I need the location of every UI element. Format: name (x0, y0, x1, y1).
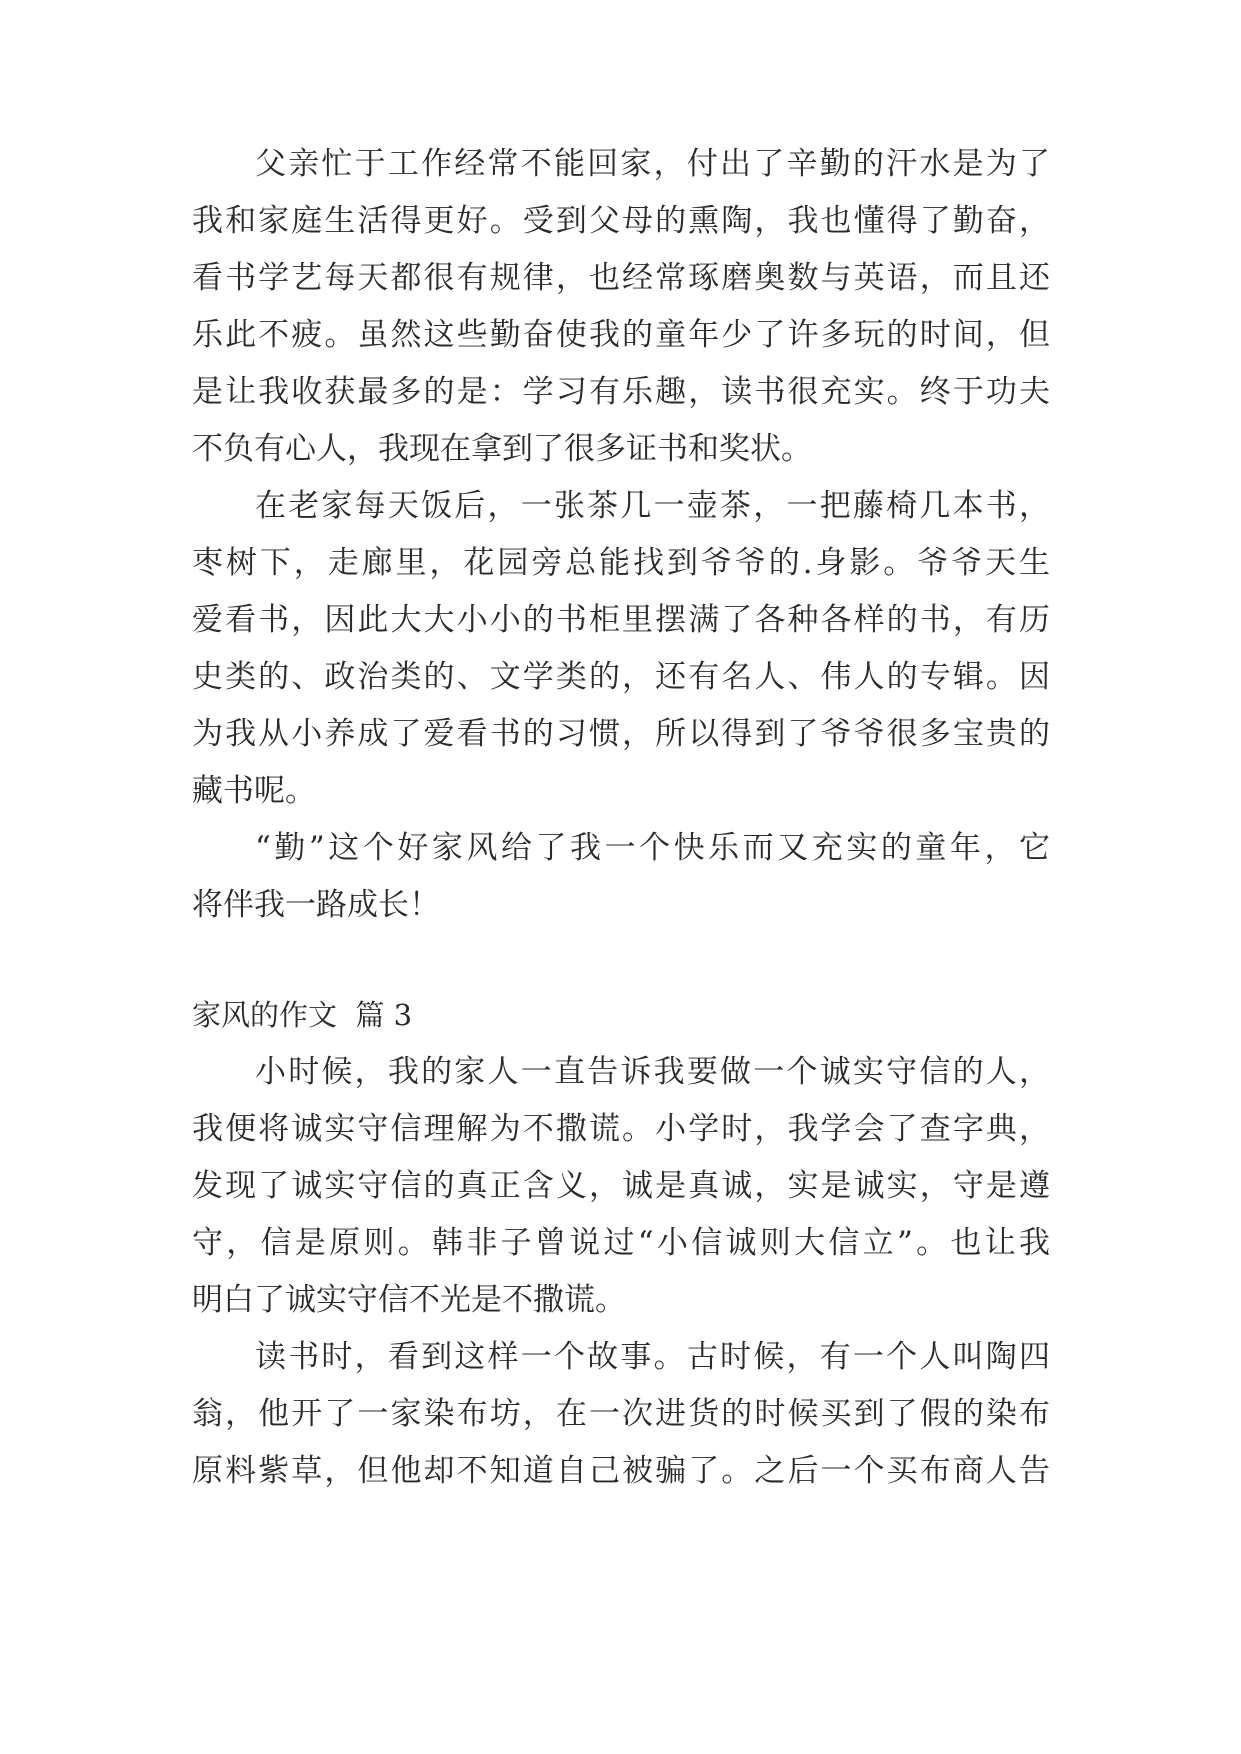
paragraph-1-line-2: 我和家庭生活得更好。受到父母的熏陶，我也懂得了勤奋， (192, 203, 1050, 239)
paragraph-1-line-5: 是让我收获最多的是：学习有乐趣，读书很充实。终于功夫 (192, 374, 1050, 410)
paragraph-3-line-2: 将伴我一路成长！ (192, 887, 440, 923)
paragraph-1-line-4: 乐此不疲。虽然这些勤奋使我的童年少了许多玩的时间，但 (192, 317, 1050, 353)
paragraph-1-line-3: 看书学艺每天都很有规律，也经常琢磨奥数与英语，而且还 (192, 260, 1050, 296)
paragraph-2-line-3: 爱看书，因此大大小小的书柜里摆满了各种各样的书，有历 (192, 602, 1050, 638)
paragraph-2-line-5: 为我从小养成了爱看书的习惯，所以得到了爷爷很多宝贵的 (192, 716, 1050, 752)
paragraph-1-line-6: 不负有心人，我现在拿到了很多证书和奖状。 (192, 431, 812, 467)
paragraph-2-line-2: 枣树下，走廊里，花园旁总能找到爷爷的.身影。爷爷天生 (192, 545, 1050, 581)
section-paragraph-2-line-2: 翁，他开了一家染布坊，在一次进货的时候买到了假的染布 (192, 1396, 1050, 1432)
section-heading: 家风的作文 篇 3 (192, 998, 413, 1032)
section-paragraph-2-line-3: 原料紫草，但他却不知道自己被骗了。之后一个买布商人告 (192, 1453, 1050, 1489)
paragraph-1-line-1: 父亲忙于工作经常不能回家，付出了辛勤的汗水是为了 (255, 146, 1050, 182)
paragraph-2-line-6: 藏书呢。 (192, 773, 316, 809)
section-paragraph-1-line-3: 发现了诚实守信的真正含义，诚是真诚，实是诚实，守是遵 (192, 1168, 1050, 1204)
section-paragraph-1-line-5: 明白了诚实守信不光是不撒谎。 (192, 1282, 626, 1318)
section-paragraph-1-line-1: 小时候，我的家人一直告诉我要做一个诚实守信的人， (255, 1054, 1050, 1090)
section-paragraph-2-line-1: 读书时，看到这样一个故事。古时候，有一个人叫陶四 (255, 1339, 1050, 1375)
paragraph-3-line-1: “勤”这个好家风给了我一个快乐而又充实的童年，它 (255, 830, 1050, 866)
section-paragraph-1-line-2: 我便将诚实守信理解为不撒谎。小学时，我学会了查字典， (192, 1111, 1050, 1147)
section-paragraph-1-line-4: 守，信是原则。韩非子曾说过“小信诚则大信立”。也让我 (192, 1225, 1050, 1261)
paragraph-2-line-1: 在老家每天饭后，一张茶几一壶茶，一把藤椅几本书， (255, 488, 1050, 524)
paragraph-2-line-4: 史类的、政治类的、文学类的，还有名人、伟人的专辑。因 (192, 659, 1050, 695)
